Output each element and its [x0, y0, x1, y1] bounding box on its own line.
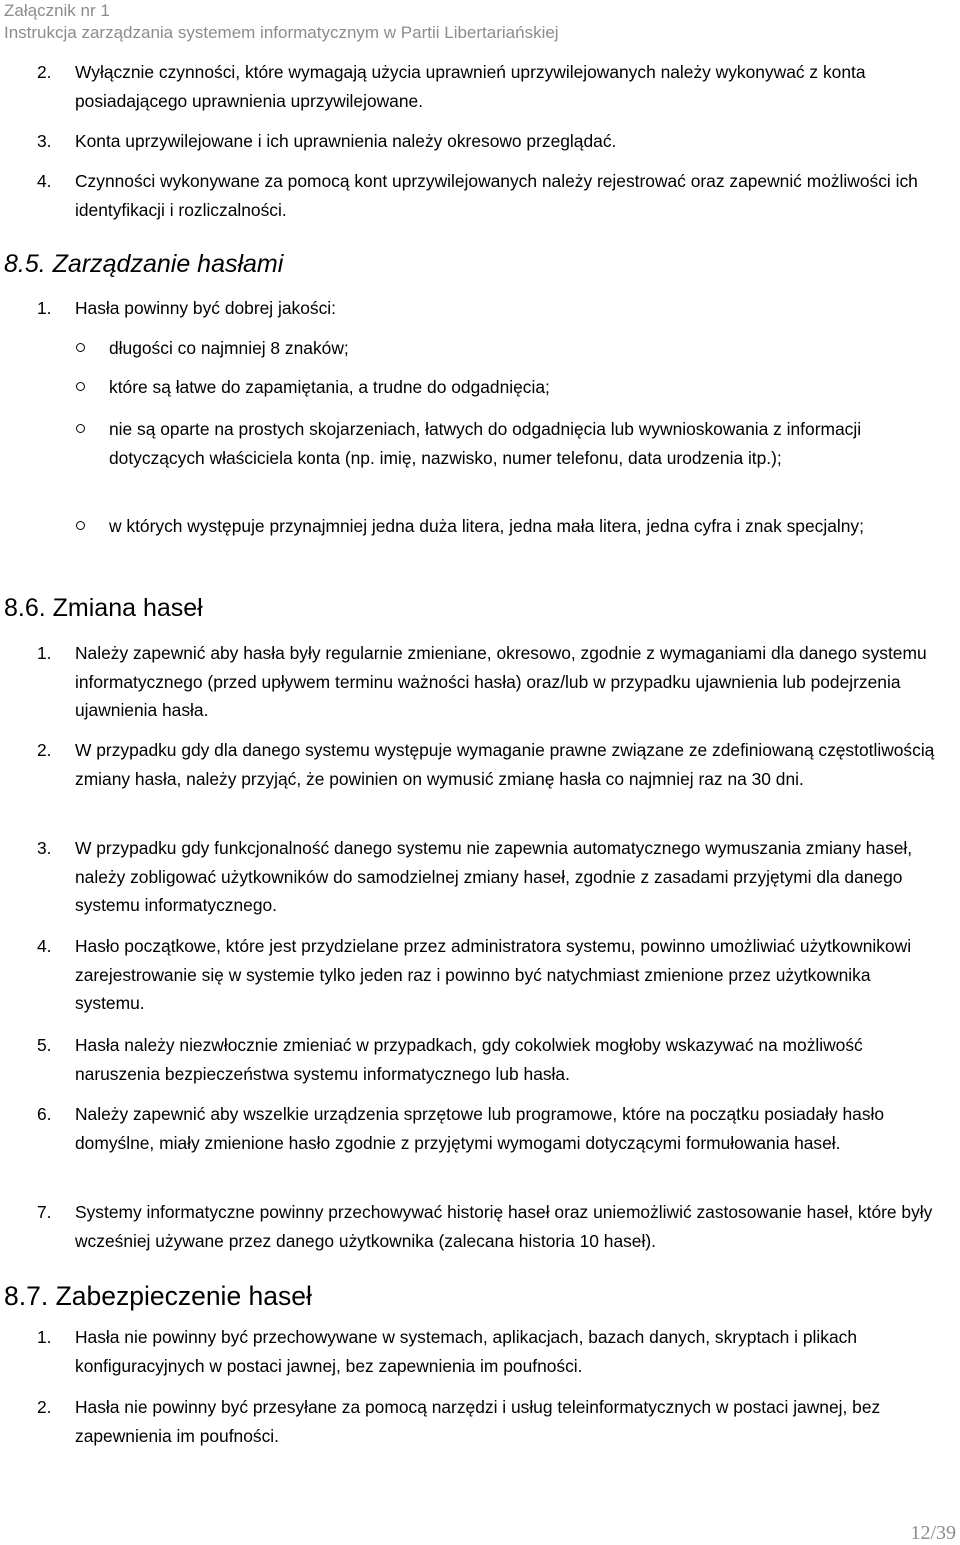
bullet-text: długości co najmniej 8 znaków;	[109, 338, 349, 358]
header-attachment-label: Załącznik nr 1	[4, 1, 110, 20]
list-item	[0, 736, 960, 793]
list-text: Czynności wykonywane za pomocą kont uprzywilejowanych należy rejestrować oraz zapewnić możliwości ich identyfikacji i rozliczalności.	[75, 171, 918, 220]
bullet-text: nie są oparte na prostych skojarzeniach, łatwych do odgadnięcia lub wywnioskowania z informacji dotyczących właściciela konta (np. imię, nazwisko, numer telefonu, data urodzenia itp.);	[109, 419, 862, 468]
list-item	[0, 127, 960, 156]
list-text: W przypadku gdy dla danego systemu występuje wymaganie prawne związane ze zdefiniowaną częstotliwością zmiany hasła, należy przyjąć, że powinien on wymusić zmianę hasła co najmniej raz na 30 dni.	[75, 740, 935, 789]
list-number: 6.	[37, 1104, 52, 1124]
list-text: Hasła powinny być dobrej jakości:	[75, 298, 336, 318]
circle-bullet-icon	[76, 521, 85, 530]
list-item	[0, 932, 960, 1018]
document-header	[4, 0, 559, 44]
list-item	[0, 1323, 960, 1380]
header-document-title: Instrukcja zarządzania systemem informatycznym w Partii Libertariańskiej	[4, 23, 559, 42]
list-text: Hasło początkowe, które jest przydzielane przez administratora systemu, powinno umożliwiać użytkownikowi zarejestrowanie się w systemie tylko jeden raz i powinno być natychmiast zmienione przez użytkownika systemu.	[75, 936, 912, 1013]
list-number: 1.	[37, 643, 52, 663]
list-number: 5.	[37, 1035, 52, 1055]
list-number: 3.	[37, 838, 52, 858]
list-text: Hasła nie powinny być przesyłane za pomocą narzędzi i usług teleinformatycznych w postaci jawnej, bez zapewnienia im poufności.	[75, 1397, 881, 1446]
list-item	[0, 58, 960, 115]
section-heading-8-5: 8.5. Zarządzanie hasłami	[4, 250, 284, 278]
list-text: Konta uprzywilejowane i ich uprawnienia należy okresowo przeglądać.	[75, 131, 617, 151]
list-text: Należy zapewnić aby hasła były regularnie zmieniane, okresowo, zgodnie z wymaganiami dla danego systemu informatycznego (przed upływem terminu ważności hasła) oraz/lub w przypadku ujawnienia lub podejrzenia ujawnienia hasła.	[75, 643, 927, 720]
list-item	[0, 167, 960, 224]
bullet-item	[0, 512, 960, 541]
list-item	[0, 639, 960, 725]
circle-bullet-icon	[76, 343, 85, 352]
section-heading-8-6: 8.6. Zmiana haseł	[4, 594, 203, 622]
list-item	[0, 294, 960, 323]
bullet-text: w których występuje przynajmniej jedna duża litera, jedna mała litera, jedna cyfra i znak specjalny;	[109, 516, 864, 536]
list-number: 1.	[37, 298, 52, 318]
bullet-text: które są łatwe do zapamiętania, a trudne do odgadnięcia;	[109, 377, 550, 397]
list-number: 4.	[37, 171, 52, 191]
top-list	[0, 58, 960, 115]
circle-bullet-icon	[76, 424, 85, 433]
list-number: 3.	[37, 131, 52, 151]
list-number: 7.	[37, 1202, 52, 1222]
section-heading-8-7: 8.7. Zabezpieczenie haseł	[4, 1281, 312, 1311]
list-number: 2.	[37, 1397, 52, 1417]
list-text: Należy zapewnić aby wszelkie urządzenia sprzętowe lub programowe, które na początku posiadały hasło domyślne, miały zmienione hasło zgodnie z przyjętymi wymogami dotyczącymi formułowania haseł.	[75, 1104, 885, 1153]
list-number: 4.	[37, 936, 52, 956]
list-number: 2.	[37, 740, 52, 760]
list-number: 1.	[37, 1327, 52, 1347]
list-text: Systemy informatyczne powinny przechowywać historię haseł oraz uniemożliwić zastosowanie haseł, które były wcześniej używane przez danego użytkownika (zalecana historia 10 haseł).	[75, 1202, 933, 1251]
list-text: Hasła należy niezwłocznie zmieniać w przypadkach, gdy cokolwiek mogłoby wskazywać na możliwość naruszenia bezpieczeństwa systemu informatycznego lub hasła.	[75, 1035, 863, 1084]
bullet-item	[0, 334, 960, 363]
bullet-item	[0, 373, 960, 402]
page-number: 12/39	[910, 1522, 956, 1544]
circle-bullet-icon	[76, 382, 85, 391]
list-text: Wyłącznie czynności, które wymagają użycia uprawnień uprzywilejowanych należy wykonywać z konta posiadającego uprawnienia uprzywilejowane.	[75, 62, 866, 111]
list-number: 2.	[37, 62, 52, 82]
list-item	[0, 1100, 960, 1157]
list-item	[0, 1198, 960, 1255]
list-item	[0, 1393, 960, 1450]
list-item	[0, 1031, 960, 1088]
list-item	[0, 834, 960, 920]
bullet-item	[0, 415, 960, 472]
list-text: Hasła nie powinny być przechowywane w systemach, aplikacjach, bazach danych, skryptach i plikach konfiguracyjnych w postaci jawnej, bez zapewnienia im poufności.	[75, 1327, 857, 1376]
list-text: W przypadku gdy funkcjonalność danego systemu nie zapewnia automatycznego wymuszania zmiany haseł, należy zobligować użytkowników do samodzielnej zmiany haseł, zgodnie z zasadami przyjętymi dla danego systemu informatycznego.	[75, 838, 913, 915]
